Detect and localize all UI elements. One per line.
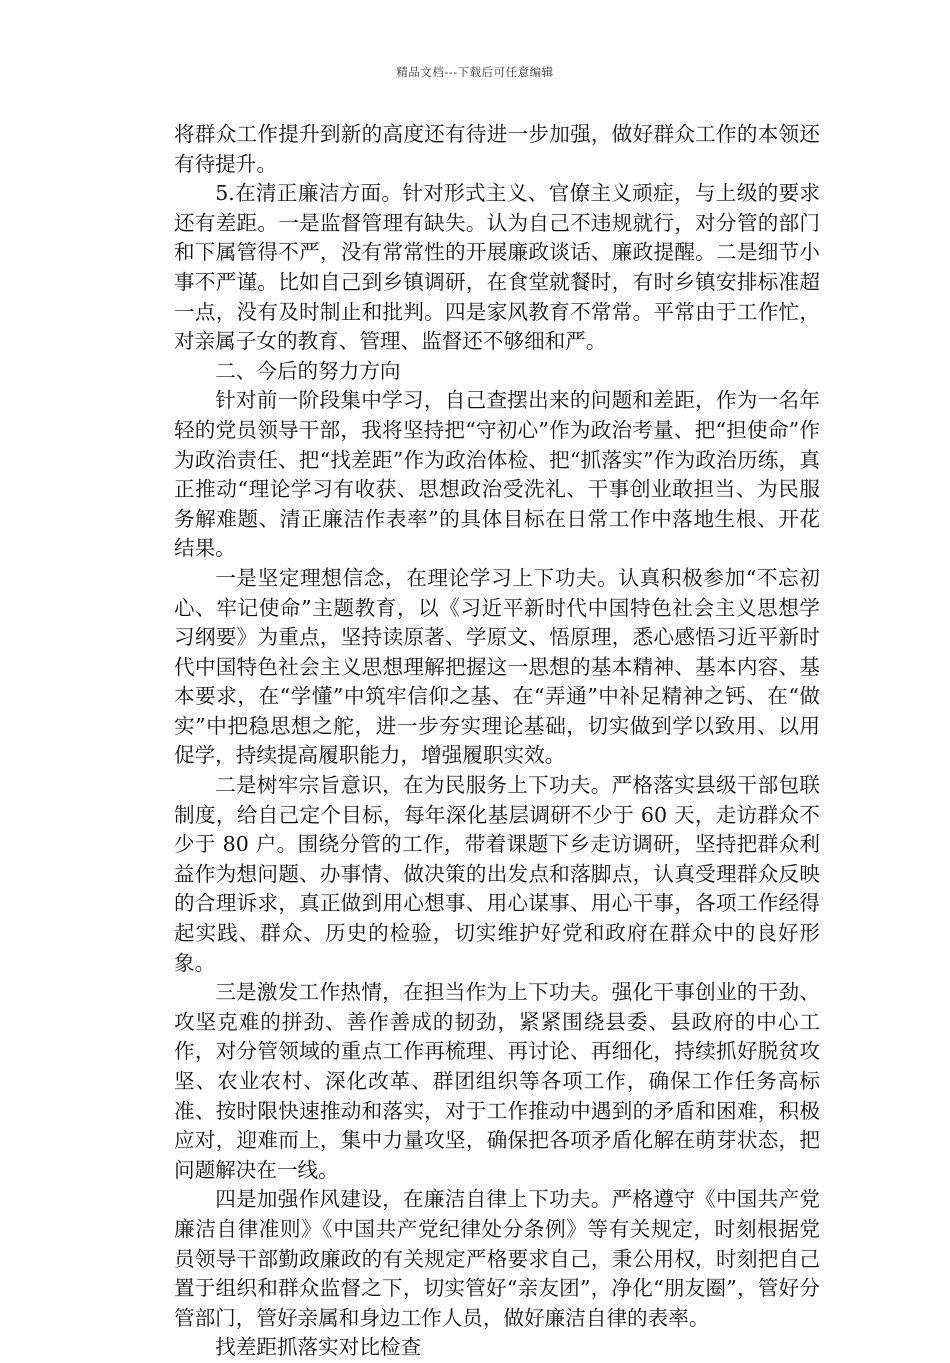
paragraph-5: 一是坚定理想信念，在理论学习上下功夫。认真积极参加“不忘初心、牢记使命”主题教育，以《习近平新时代中国特色社会主义思想学习纲要》为重点，坚持读原著、学原文、悟原理，悉心感悟习近平新时代中国特色社会主义思想理解把握这一思想的基本精神、基本内容、基本要求，在“学懂”中筑牢信仰之基、在“弄通”中补足精神之钙、在“做实”中把稳思想之舵，进一步夯实理论基础，切实做到学以致用、以用促学，持续提高履职能力，增强履职实效。	[174, 565, 820, 768]
paragraph-7: 三是激发工作热情，在担当作为上下功夫。强化干事创业的干劲、攻坚克难的拼劲、善作善成的韧劲，紧紧围绕县委、县政府的中心工作，对分管领域的重点工作再梳理、再讨论、再细化，持续抓好脱贫攻坚、农业农村、深化改革、群团组织等各项工作，确保工作任务高标准、按时限快速推动和落实，对于工作推动中遇到的矛盾和困难，积极应对，迎难而上，集中力量攻坚，确保把各项矛盾化解在萌芽状态，把问题解决在一线。	[174, 980, 820, 1182]
page-header: 精品文档---下载后可任意编辑	[396, 65, 554, 79]
paragraph-4: 针对前一阶段集中学习，自己查摆出来的问题和差距，作为一名年轻的党员领导干部，我将坚持把“守初心”作为政治考量、把“担使命”作为政治责任、把“找差距”作为政治体检、把“抓落实”作为政治历练，真正推动“理论学习有收获、思想政治受洗礼、干事创业敢担当、为民服务解难题、清正廉洁作表率”的具体目标在日常工作中落地生根、开花结果。	[174, 388, 820, 561]
paragraph-8: 四是加强作风建设，在廉洁自律上下功夫。严格遵守《中国共产党廉洁自律准则》《中国共产党纪律处分条例》等有关规定，时刻根据党员领导干部勤政廉政的有关规定严格要求自己，秉公用权，时刻把自己置于组织和群众监督之下，切实管好“亲友团”，净化“朋友圈”，管好分管部门，管好亲属和身边工作人员，做好廉洁自律的表率。	[174, 1187, 820, 1330]
paragraph-6: 二是树牢宗旨意识，在为民服务上下功夫。严格落实县级干部包联制度，给自己定个目标，每年深化基层调研不少于 60 天，走访群众不少于 80 户。围绕分管的工作，带着课题下乡走访调研，坚持把群众利益作为想问题、办事情、做决策的出发点和落脚点，认真受理群众反映的合理诉求，真正做到用心想事、用心谋事、用心干事，各项工作经得起实践、群众、历史的检验，切实维护好党和政府在群众中的良好形象。	[174, 773, 820, 975]
paragraph-1: 将群众工作提升到新的高度还有待进一步加强，做好群众工作的本领还有待提升。	[174, 122, 820, 176]
section-heading: 二、今后的努力方向	[215, 358, 401, 383]
paragraph-2: 5.在清正廉洁方面。针对形式主义、官僚主义顽症，与上级的要求还有差距。一是监督管理有缺失。认为自己不违规就行，对分管的部门和下属管得不严，没有常常性的开展廉政谈话、廉政提醒。二是细节小事不严谨。比如自己到乡镇调研，在食堂就餐时，有时乡镇安排标准超一点，没有及时制止和批判。四是家风教育不常常。平常由于工作忙，对亲属子女的教育、管理、监督还不够细和严。	[174, 181, 820, 354]
document-title-footer: 找差距抓落实对比检查	[215, 1335, 422, 1360]
document-body	[174, 120, 820, 1363]
